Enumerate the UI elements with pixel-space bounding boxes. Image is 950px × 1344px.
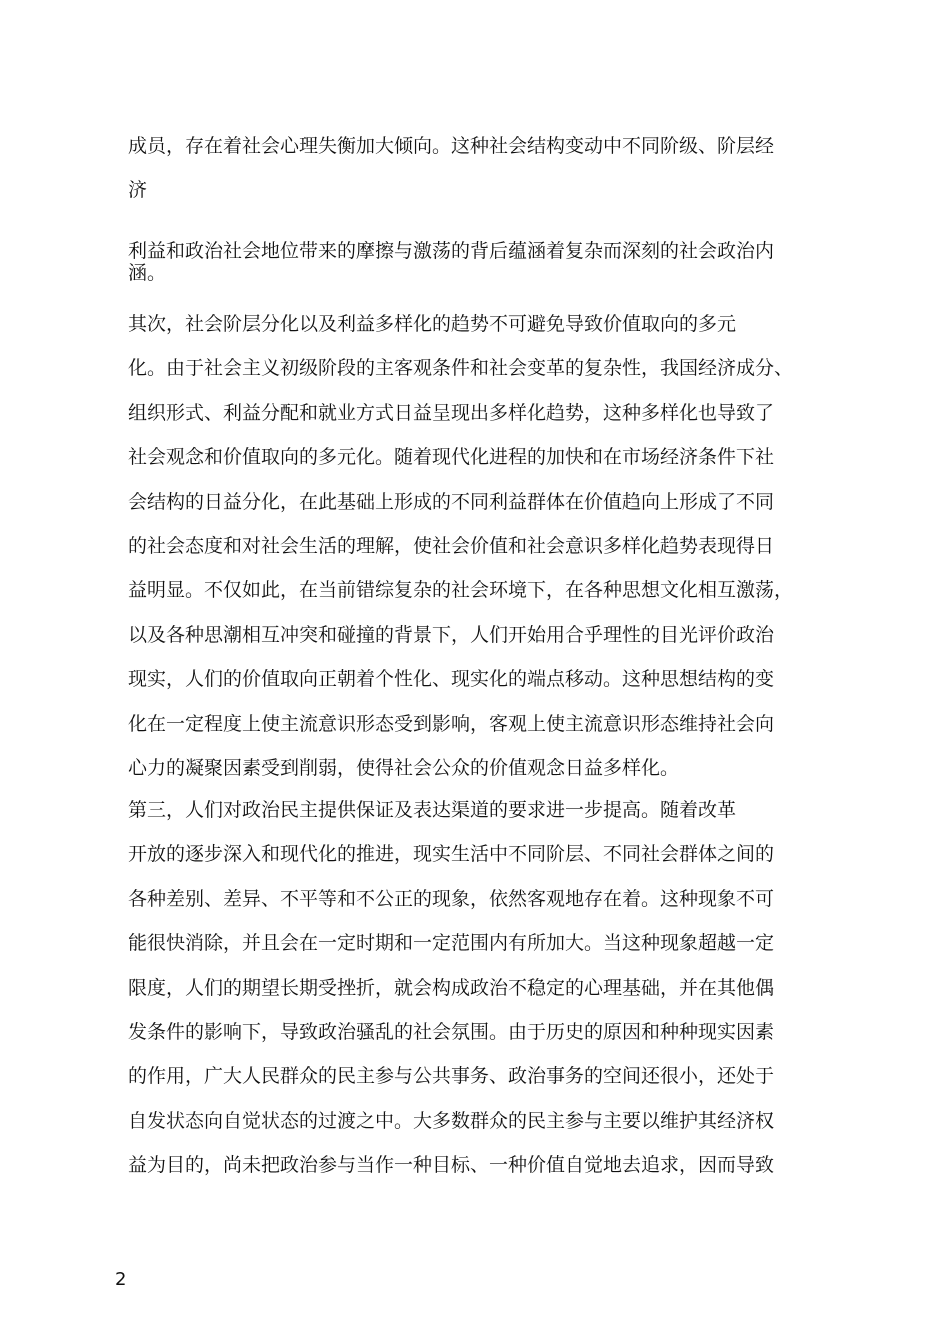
paragraph-political-democracy: 第三，人们对政治民主提供保证及表达渠道的要求进一步提高。随着改革 开放的逐步深入和现代化的推进，现实生活中不同阶层、不同社会群体之间的 各种差别、差异、不平等和不公正的现象，依然客观地存在着。这种现象不可 能很快消除，并且会在一定时期和一定范围内有所加大。当这种现象超越一定 限度，人们的期望长期受挫折，就会构成政治不稳定的心理基础，并在其他偶 发条件的影响下，导致政治骚乱的社会氛围。由于历史的原因和种种现实因素 的作用，广大人民群众的民主参与公共事务、政治事务的空间还很小，还处于 自发状态向自觉状态的过渡之中。大多数群众的民主参与主要以维护其经济权 益为目的，尚未把政治参与当作一种目标、一种价值自觉地去追求，因而导致 [128,799,775,1177]
page-number: 2 [115,1269,127,1290]
paragraph-value-orientation: 其次，社会阶层分化以及利益多样化的趋势不可避免导致价值取向的多元 化。由于社会主义初级阶段的主客观条件和社会变革的复杂性，我国经济成分、 组织形式、利益分配和就业方式日益呈现出多样化趋势，这种多样化也导致了 社会观念和价值取向的多元化。随着现代化进程的加快和在市场经济条件下社 会结构的日益分化，在此基础上形成的不同利益群体在价值趋向上形成了不同 的社会态度和对社会生活的理解，使社会价值和社会意识多样化趋势表现得日 益明显。不仅如此，在当前错综复杂的社会环境下，在各种思想文化相互激荡， 以及各种思潮相互冲突和碰撞的背景下，人们开始用合乎理性的目光评价政治 现实，人们的价值取向正朝着个性化、现实化的端点移动。这种思想结构的变 化在一定程度上使主流意识形态受到影响，客观上使主流意识形态维持社会向 心力的凝聚因素受到削弱，使得社会公众的价值观念日益多样化。 [128,313,794,780]
paragraph-continuation-2: 利益和政治社会地位带来的摩擦与激荡的背后蕴涵着复杂而深刻的社会政治内 涵。 [128,240,775,284]
paragraph-continuation: 成员，存在着社会心理失衡加大倾向。这种社会结构变动中不同阶级、阶层经 济 [128,135,775,201]
